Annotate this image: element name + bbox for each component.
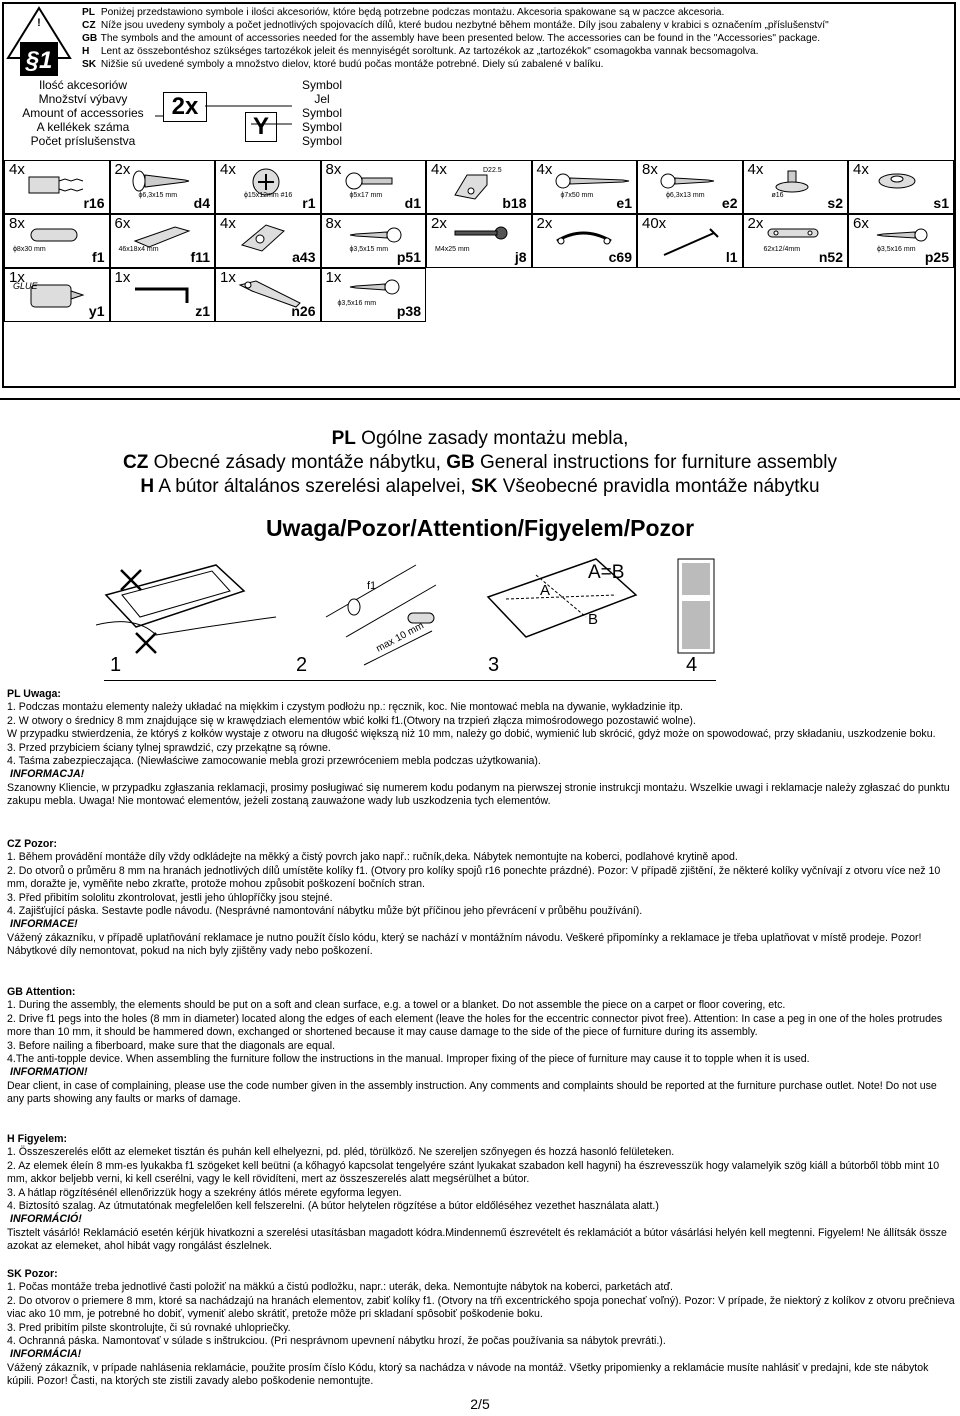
figure-number-3: 3 — [488, 654, 500, 676]
accessory-n52: 2x 62x12/4mm n52 — [743, 214, 849, 268]
accessory-p25: 6x ϕ3,5x16 mm p25 — [848, 214, 954, 268]
handle-icon — [553, 221, 615, 253]
section-h: H Figyelem: 1. Összeszerelés előtt az elemeket tisztán és puhán kell elhelyezni, pd. pléd, törülköző. Ne szereljen szőnyegen és hozzá hasonló felületeken. 2. Az elemek éleín 8 mm-es lyukakba f1 szögeket kell beütni (a kőhagyó kapcsolat tengelyére szánt lyukakat szabadon kell hagyni) ha észrevesszük hogy valamelyik szög kiáll a bútorből több mint 10 mm, akkor beljebb verni, ki kell cserélni, vagy le kell rövidíteni, mert az összeszerelés alatt megsérülhet a bútor. 3. A hátlap rögzítésénél ellenőrizzük hogy a szekrény átlós mérete egyforma legyen. 4. Biztosító szalag. Az útmutatónak megfelelően kell felszerelni. (A bútor helytelen rögzítése a bútor eldőléséhez vezethet használata alatt.) INFORMÁCIÓ! Tisztelt vásárló! Reklamáció esetén kérjük hivatkozni a szerelési utasításban magadott kódra.Mindennemű észrevételt és reklamációt a bútor vásárlási helyén kell megtenni. Figyelem! Ne állítsák össze azokat az elemeket, ahol hibát vagy rongálást észlelnek. — [7, 1133, 947, 1253]
figure-4-instruction-sheet — [678, 559, 714, 653]
legend-symbol-labels: Symbol Jel Symbol Symbol Symbol — [301, 78, 342, 148]
hinge-icon — [236, 221, 298, 261]
section-pl: PL Uwaga: 1. Podczas montażu elementy należy układać na miękkim i czystym podłożu np.: ręcznik, koc. Nie montować mebla na dywanie, wykładzinie itp. 2. W otwory o średnicy 8 mm znajdujące się w krawędziach elementów wbić kołki f1.(Otwory na trzpień złącza mimośrodowego pozostawić wolne). W przypadku stwierdzenia, że któryś z kołków wystaje z otworu na długość większą niż 10 mm, należy go dobić, wymienić lub skrócić, gdyż może on spowodować, przy składaniu, uszkodzenie boku. 3. Przed przybiciem ściany tylnej sprawdzić, czy przekątne są równe. 4. Taśma zabezpieczająca. (Niewłaściwe zamocowanie mebla grozi przewróceniem mebla podczas użytkowania). INFORMACJA! Szanowny Kliencie, w przypadku zgłaszania reklamacji, prosimy posługiwać się numerem kodu podanym na pierwszej stronie instrukcji montażu. Wszelkie uwagi i reklamacje należy zgłaszać do punktu zakupu mebla. Uwaga! Nie montować elementów, jeżeli zostaną zauważone wady lub uszkodzenia tych elementów. — [7, 688, 950, 808]
accessory-a43: 4x a43 — [215, 214, 321, 268]
figure-f1-label: f1 — [367, 580, 377, 592]
section-sk: SK Pozor: 1. Počas montáže treba jednotlivé časti položiť na mäkkú a čistú podložku, napr.: uterák, deka. Nemontujte nábytok na koberci, parketách atď. 2. Do otvorov o priemere 8 mm, ktoré sa nachádzajú na hranách elementov, zabiť kolíky f1. (Otvory na tŕň excentrického spoja ponechať voľný). Pozor: V prípade, že niektorý z kolíkov z otvoru prečnieva viac ako 10 mm, je potrebné ho dobiť, vymeniť alebo skrátiť, pretože môže pri skladaní spôsobiť poškodenie boku. 3. Pred pribitím pilste skontrolujte, či sú rovnaké uhlopriečky. 4. Ochranná páska. Namontovať v súlade s inštrukciou. (Pri nesprávnom upevnení nábytku hrozí, že počas používania sa nábytok prevráti.). INFORMÁCIA! Vážený zákazník, v prípade nahlásenia reklamácie, použite prosím číslo Kódu, ktorý sa nachádza v návode na montáž. Všetky pripomienky a reklamácie musíte nahlásiť v predajni, kde ste nábytok kúpili. Pozor! Časti, na ktorých ste zistili zavady alebo poškodenie nemontujte. — [7, 1268, 955, 1388]
accessory-s1: 4x s1 — [848, 160, 954, 214]
figure-ab-label: A=B — [588, 562, 625, 583]
title-line-3: H A bútor általános szerelési alapelvei, SK Všeobecné pravidla montáže nábytku — [140, 476, 820, 497]
figure-a-label: A — [540, 582, 551, 599]
legend-quantity-labels: Ilość akcesoriów Množství výbavy Amount of accessories A kellékek száma Počet príslušenstva — [22, 78, 144, 148]
warning-triangle-icon — [6, 6, 72, 80]
accessory-f1: 8x ϕ8x30 mm f1 — [4, 214, 110, 268]
figure-number-2: 2 — [296, 654, 308, 676]
intro-line-cz: CZ Níže jsou uvedeny symboly a počet jednotlivých spojovacích dílů, které budou nezbytné během montáže. Díly jsou zabaleny v krabici s označením „příslušenství" — [82, 20, 829, 31]
figure-number-4: 4 — [686, 654, 698, 676]
accessory-s2: 4x ø16 s2 — [743, 160, 849, 214]
attention-heading: Uwaga/Pozor/Attention/Figyelem/Pozor — [265, 515, 695, 541]
figure-max-label: max 10 mm — [374, 620, 426, 655]
eccentric-bolt-icon — [25, 167, 87, 207]
accessory-p51: 8x ϕ3,5x15 mm p51 — [321, 214, 427, 268]
title-line-2: CZ Obecné zásady montáže nábytku, GB General instructions for furniture assembly — [123, 452, 837, 473]
accessory-n26: 1x n26 — [215, 268, 321, 322]
accessory-d4: 2x ϕ6,3x15 mm d4 — [110, 160, 216, 214]
accessory-r1: 4x ϕ15x12mm #16 r1 — [215, 160, 321, 214]
accessory-j8: 2x M4x25 mm j8 — [426, 214, 532, 268]
section-gb: GB Attention: 1. During the assembly, the elements should be put on a soft and clean surface, e.g. a towel or a blanket. Do not assemble the piece on a carpet or floor covering, etc. 2. Drive f1 pegs into the holes (8 mm in diameter) located along the edges of each element (leave the holes for the eccentric connector pivot free). Attention: In case a peg in one of the holes protrudes more than 10 mm, it should be hammered down, exchanged or shortened because it may cause damage to the side of the piece of furniture during its assembly. 3. Before nailing a fiberboard, make sure that the diagonals are equal. 4.The anti-topple device. When assembling the furniture follow the instructions in the manual. Improper fixing of the piece of furniture may cause it to topple when it is used. INFORMATION! Dear client, in case of complaining, please use the code number given in the assembly instruction. Any comments and complaints should be reported at the furniture purchase outlet. Note! Do not use any parts showing any faults or marks of damage. — [7, 986, 943, 1106]
svg-text:!: ! — [37, 17, 41, 29]
accessory-y1: 1x GLUE y1 — [4, 268, 110, 322]
title-line-1: PL Ogólne zasady montażu mebla, — [331, 428, 629, 449]
legend-symbol-example: Y — [245, 112, 277, 142]
figure-b-label: B — [588, 611, 599, 628]
accessory-e1: 4x ϕ7x50 mm e1 — [532, 160, 638, 214]
intro-line-h: H Lent az összebontéshoz szükséges tartozékok jeleit és mennyiségét soroltunk. Az tartozékok az „tartozékok" csomagokba vannak becsomagolva. — [82, 46, 759, 57]
accessories-row-2 — [4, 214, 954, 268]
intro-line-sk: SK Nižšie sú uvedené symboly a množstvo dielov, ktoré budú počas montáže potrebné. Diely sú zabalené v balíku. — [82, 59, 604, 70]
accessory-f11: 6x 46x18x4 mm f11 — [110, 214, 216, 268]
accessory-r16: 4x r16 — [4, 160, 110, 214]
accessory-d1: 8x ϕ5x17 mm d1 — [321, 160, 427, 214]
figures-baseline — [104, 680, 716, 681]
legend-qty-example: 2x — [163, 92, 207, 122]
accessory-b18: 4x D22.5 b18 — [426, 160, 532, 214]
section-cz: CZ Pozor: 1. Během provádění montáže díly vždy odkládejte na měkký a čistý povrch jako např.: ručník,deka. Nábytek nemontujte na koberci, podlahové krytině apod. 2. Do otvorů o průměru 8 mm na hranách jednotlivých dílů umístěte kolíky f1. (Otvory pro kolíky spojů r16 ponechte prázdné). Pozor: V případě zjištění, že některé kolíky vyčnívají z otvoru více než 10 mm, doražte je, vyměňte nebo zkraťte, protože mohou způsobit poškození bočních stran. 3. Před přibitím sololitu zkontrolovat, jestli jeho úhlopříčky jsou stejné. 4. Zajišťující páska. Sestavte podle návodu. (Nesprávné namontování nábytku může být příčinou jeho převrácení v průběhu používání). INFORMACE! Vážený zákazníku, v případě uplatňování reklamace je nutno použít číslo kódu, který se nachází v montážním návodu. Veškeré připomínky a reklamace je třeba uplatňovat v místě prodeje. Pozor! Nábytkové díly nemontovat, pokud na nich byly zjištěny vady nebo poškození. — [7, 838, 941, 958]
accessory-l1: 40x l1 — [637, 214, 743, 268]
intro-line-pl: PL Poniżej przedstawiono symbole i ilości akcesoriów, które będą potrzebne podczas montażu. Akcesoria spakowane są w paczce akcesoria. — [82, 7, 725, 18]
accessory-c69: 2x c69 — [532, 214, 638, 268]
accessories-row-3 — [4, 268, 954, 322]
accessory-e2: 8x ϕ6,3x13 mm e2 — [637, 160, 743, 214]
section-divider — [0, 398, 960, 400]
allen-key-icon — [131, 275, 201, 315]
figure-number-1: 1 — [110, 654, 122, 676]
accessory-z1: 1x z1 — [110, 268, 216, 322]
accessories-row-1 — [4, 160, 954, 214]
figure-1-drawer-on-towel — [96, 565, 276, 653]
cap-icon — [869, 167, 931, 199]
accessory-p38: 1x ϕ3,5x16 mm p38 — [321, 268, 427, 322]
svg-text:§1: §1 — [25, 47, 53, 74]
nail-icon — [658, 221, 720, 261]
page-number: 2/5 — [470, 1396, 490, 1412]
sign-number: 1 — [39, 47, 53, 74]
intro-line-gb: GB The symbols and the amount of accessories needed for the assembly have been presented below. The accessories can be found in the "Accessories" package. — [82, 33, 821, 44]
